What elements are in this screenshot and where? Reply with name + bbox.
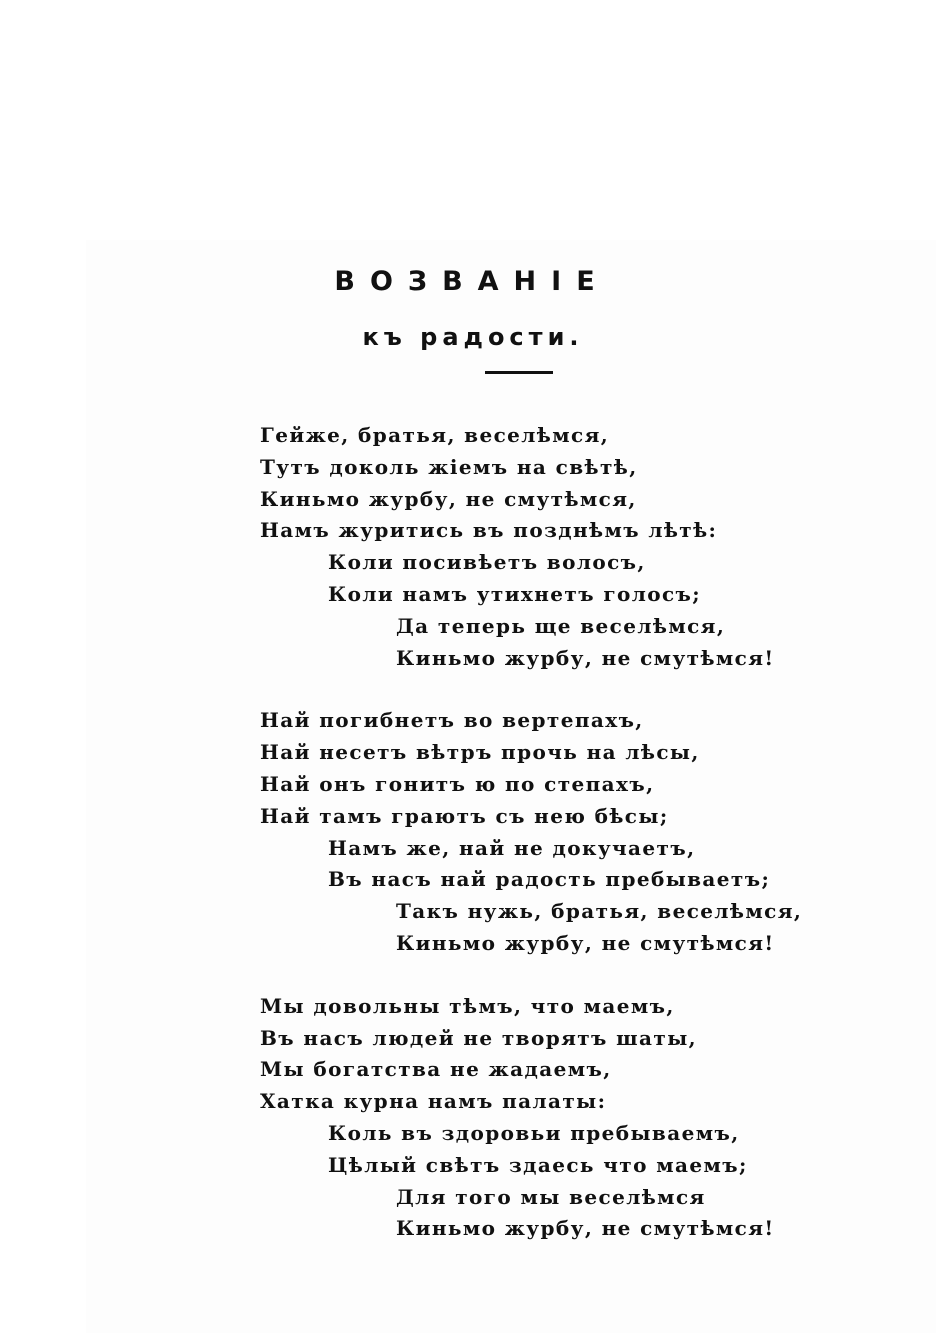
poem-line: Киньмо журбу, не смутѣмся! (396, 930, 775, 955)
stanza (260, 705, 820, 959)
poem-line: Въ насъ най радость пребываетъ; (328, 867, 771, 892)
poem-line: Най онъ гонитъ ю по степахъ, (260, 771, 655, 796)
poem-line: Най тамъ граютъ съ нею бѣсы; (260, 803, 669, 828)
poem-line: Тутъ доколь жіемъ на свѣтѣ, (260, 454, 638, 479)
poem-line: Мы довольны тѣмъ, что маемъ, (260, 993, 675, 1018)
poem-line: Такъ нужь, братья, веселѣмся, (396, 899, 803, 924)
poem-line: Киньмо журбу, не смутѣмся! (396, 1216, 775, 1241)
poem-line: Гейже, братья, веселѣмся, (260, 423, 610, 447)
poem-line: Коль въ здоровьи пребываемъ, (328, 1120, 740, 1145)
poem-line: Най несетъ вѣтръ прочь на лѣсы, (260, 740, 700, 765)
poem-subtitle: къ радости. (362, 323, 584, 351)
poem-line: Най погибнетъ во вертепахъ, (260, 708, 644, 733)
poem-line: Коли намъ утихнетъ голосъ; (328, 581, 702, 606)
poem-line: Цѣлый свѣтъ здаесь что маемъ; (328, 1152, 748, 1177)
poem-line: Да теперь ще веселѣмся, (396, 613, 726, 638)
poem-line: Намъ же, най не докучаетъ, (328, 835, 696, 860)
poem-line: Киньмо журбу, не смутѣмся! (396, 645, 775, 670)
poem-line: Намъ журитись въ позднѣмъ лѣтѣ: (260, 518, 718, 543)
poem-line: Киньмо журбу, не смутѣмся, (260, 486, 637, 511)
poem-line: Мы богатства не жадаемъ, (260, 1057, 612, 1082)
poem-line: Коли посивѣетъ волосъ, (328, 550, 646, 575)
poem-title: ВОЗВАНІЕ (334, 266, 610, 297)
poem-line: Для того мы веселѣмся (396, 1184, 706, 1209)
stanza (260, 991, 820, 1245)
title-divider (485, 371, 553, 374)
poem-body (260, 420, 820, 1245)
stanza (260, 420, 820, 674)
poem-line: Хатка курна намъ палаты: (260, 1089, 607, 1114)
poem-line: Въ насъ людей не творятъ шаты, (260, 1025, 698, 1050)
